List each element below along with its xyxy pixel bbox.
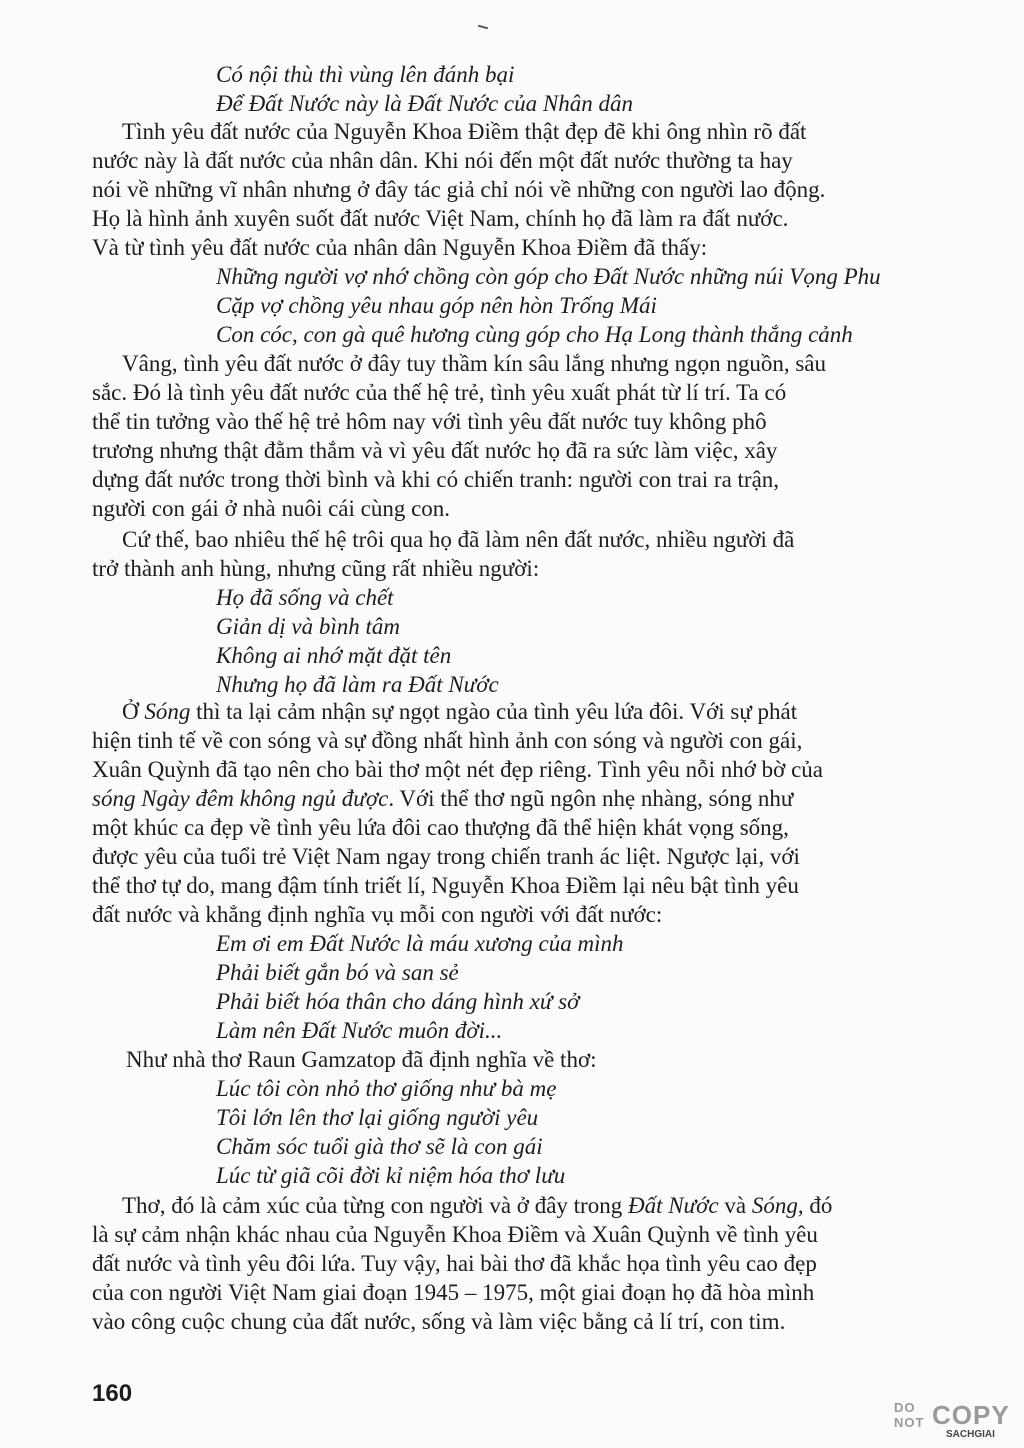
watermark-brand: SACHGIAI <box>946 1429 995 1440</box>
paragraph-line: Họ là hình ảnh xuyên suốt đất nước Việt Nam, chính họ đã làm ra đất nước. <box>92 206 789 231</box>
verse-line: Cặp vợ chồng yêu nhau góp nên hòn Trống Mái <box>216 293 657 318</box>
quoted-phrase: sóng Ngày đêm không ngủ được <box>92 786 389 811</box>
verse-line: Con cóc, con gà quê hương cùng góp cho Hạ Long thành thắng cảnh <box>216 322 853 347</box>
paragraph-line: một khúc ca đẹp về tình yêu lứa đôi cao thượng đã thể hiện khát vọng sống, <box>92 815 789 840</box>
paragraph-line: nước này là đất nước của nhân dân. Khi nói đến một đất nước thường ta hay <box>92 148 793 173</box>
poem-title: Sóng <box>144 699 191 724</box>
verse-line: Những người vợ nhớ chồng còn góp cho Đất Nước những núi Vọng Phu <box>216 264 881 289</box>
verse-line: Phải biết hóa thân cho dáng hình xứ sở <box>216 989 580 1014</box>
poem-title: Đất Nước <box>627 1193 719 1218</box>
paragraph-line <box>92 784 793 813</box>
paragraph-line: thể thơ tự do, mang đậm tính triết lí, Nguyễn Khoa Điềm lại nêu bật tình yêu <box>92 873 799 898</box>
verse-line: Giản dị và bình tâm <box>216 614 400 639</box>
inline-text: và <box>724 1193 747 1218</box>
scan-mark <box>478 25 488 30</box>
paragraph-line: đất nước và khẳng định nghĩa vụ mỗi con người với đất nước: <box>92 902 663 927</box>
page-number: 160 <box>92 1380 133 1407</box>
paragraph-line: của con người Việt Nam giai đoạn 1945 – 1975, một giai đoạn họ đã hòa mình <box>92 1280 815 1305</box>
paragraph-line: người con gái ở nhà nuôi cái cùng con. <box>92 496 451 521</box>
paragraph-line: thể tin tưởng vào thế hệ trẻ hôm nay với tình yêu đất nước tuy không phô <box>92 409 767 434</box>
verse-line: Có nội thù thì vùng lên đánh bại <box>216 62 515 87</box>
paragraph-line <box>122 697 797 726</box>
verse-line: Nhưng họ đã làm ra Đất Nước <box>216 672 499 697</box>
inline-text: , đó <box>797 1193 833 1218</box>
inline-text: Ở <box>122 699 139 724</box>
paragraph-line: đất nước và tình yêu đôi lứa. Tuy vậy, hai bài thơ đã khắc họa tình yêu cao đẹp <box>92 1251 817 1276</box>
watermark-do: DO <box>894 1400 916 1415</box>
inline-text: . Với thể thơ ngũ ngôn nhẹ nhàng, sóng như <box>388 786 794 811</box>
paragraph-line <box>122 1191 832 1220</box>
paragraph-line: trương nhưng thật đằm thắm và vì yêu đất nước họ đã ra sức làm việc, xây <box>92 438 778 463</box>
paragraph-line: Như nhà thơ Raun Gamzatop đã định nghĩa về thơ: <box>126 1047 597 1072</box>
paragraph-line: dựng đất nước trong thời bình và khi có chiến tranh: người con trai ra trận, <box>92 467 780 492</box>
inline-text: Thơ, đó là cảm xúc của từng con người và ở đây trong <box>122 1193 623 1218</box>
paragraph-line: sắc. Đó là tình yêu đất nước của thế hệ trẻ, tình yêu xuất phát từ lí trí. Ta có <box>92 380 787 405</box>
paragraph-line: trở thành anh hùng, nhưng cũng rất nhiều người: <box>92 556 540 581</box>
paragraph-line: nói về những vĩ nhân nhưng ở đây tác giả chỉ nói về những con người lao động. <box>92 177 826 202</box>
paragraph-line: Tình yêu đất nước của Nguyễn Khoa Điềm thật đẹp đẽ khi ông nhìn rõ đất <box>122 119 807 144</box>
paragraph-line: vào công cuộc chung của đất nước, sống và làm việc bằng cả lí trí, con tim. <box>92 1309 786 1334</box>
inline-text: thì ta lại cảm nhận sự ngọt ngào của tình yêu lứa đôi. Với sự phát <box>196 699 798 724</box>
verse-line: Làm nên Đất Nước muôn đời... <box>216 1018 503 1043</box>
verse-line: Lúc từ giã cõi đời kỉ niệm hóa thơ lưu <box>216 1163 566 1188</box>
watermark-not: NOT <box>894 1415 925 1430</box>
paragraph-line: Và từ tình yêu đất nước của nhân dân Nguyễn Khoa Điềm đã thấy: <box>92 235 708 260</box>
paragraph-line: được yêu của tuổi trẻ Việt Nam ngay trong chiến tranh ác liệt. Ngược lại, với <box>92 844 800 869</box>
verse-line: Lúc tôi còn nhỏ thơ giống như bà mẹ <box>216 1076 557 1101</box>
poem-title: Sóng <box>751 1193 798 1218</box>
verse-line: Họ đã sống và chết <box>216 585 394 610</box>
paragraph-line: Cứ thế, bao nhiêu thế hệ trôi qua họ đã làm nên đất nước, nhiều người đã <box>122 527 795 552</box>
paragraph-line: Xuân Quỳnh đã tạo nên cho bài thơ một nét đẹp riêng. Tình yêu nỗi nhớ bờ của <box>92 757 824 782</box>
verse-line: Để Đất Nước này là Đất Nước của Nhân dân <box>216 91 633 116</box>
verse-line: Tôi lớn lên thơ lại giống người yêu <box>216 1105 539 1130</box>
verse-line: Em ơi em Đất Nước là máu xương của mình <box>216 931 624 956</box>
verse-line: Phải biết gắn bó và san sẻ <box>216 960 459 985</box>
paragraph-line: hiện tinh tế về con sóng và sự đồng nhất hình ảnh con sóng và người con gái, <box>92 728 803 753</box>
watermark <box>894 1398 1010 1442</box>
paragraph-line: là sự cảm nhận khác nhau của Nguyễn Khoa Điềm và Xuân Quỳnh về tình yêu <box>92 1222 818 1247</box>
paragraph-line: Vâng, tình yêu đất nước ở đây tuy thầm kín sâu lắng nhưng ngọn nguồn, sâu <box>122 351 827 376</box>
watermark-copy: COPY <box>932 1400 1010 1430</box>
verse-line: Không ai nhớ mặt đặt tên <box>216 643 452 668</box>
verse-line: Chăm sóc tuổi già thơ sẽ là con gái <box>216 1134 543 1159</box>
